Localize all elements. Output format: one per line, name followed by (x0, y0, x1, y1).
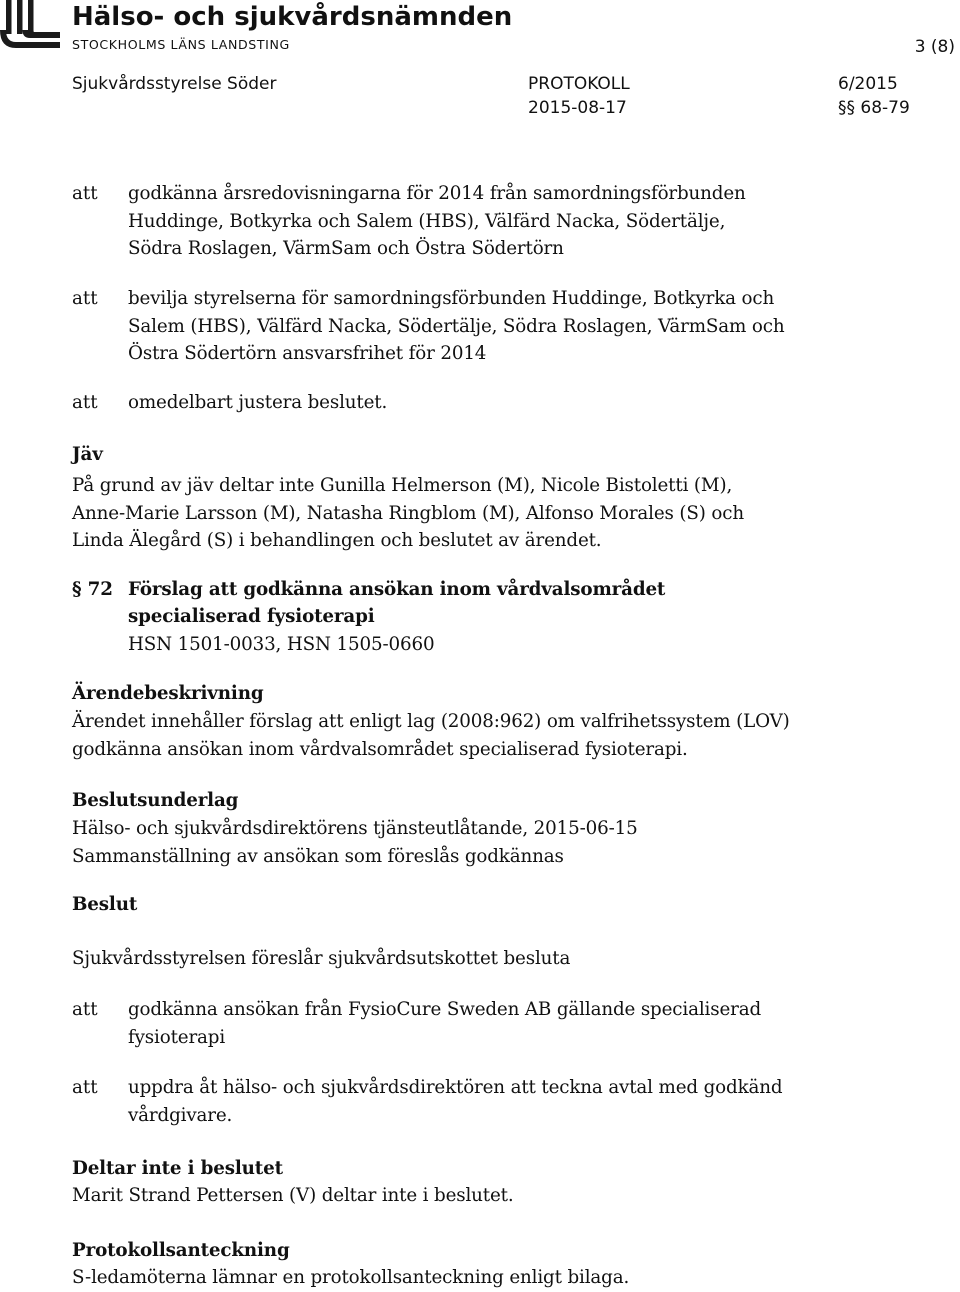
jav-line: Linda Älegård (S) i behandlingen och beslutet av ärendet. (72, 530, 602, 551)
arendebeskrivning-heading: Ärendebeskrivning (72, 683, 264, 704)
jav-line: På grund av jäv deltar inte Gunilla Helmerson (M), Nicole Bistoletti (M), (72, 475, 733, 496)
page-number: 3 (8) (914, 37, 955, 57)
protokollsanteckning-heading: Protokollsanteckning (72, 1240, 290, 1261)
decision-line: fysioterapi (128, 1026, 226, 1048)
att-label: att (72, 392, 98, 413)
organization-name: Hälso- och sjukvårdsnämnden (72, 2, 513, 32)
jav-line: Anne-Marie Larsson (M), Natasha Ringblom (M), Alfonso Morales (S) och (72, 502, 745, 524)
text-line: Sammanställning av ansökan som föreslås godkännas (72, 845, 564, 867)
decision-line: uppdra åt hälso- och sjukvårdsdirektören att teckna avtal med godkänd (128, 1077, 783, 1098)
decision-line: Södra Roslagen, VärmSam och Östra Södertörn (128, 238, 564, 259)
decision-line: bevilja styrelserna för samordningsförbunden Huddinge, Botkyrka och (128, 288, 775, 309)
decision-line: godkänna årsredovisningarna för 2014 från samordningsförbunden (128, 183, 746, 204)
decision-item (128, 285, 784, 368)
beslutsunderlag-heading: Beslutsunderlag (72, 790, 239, 811)
jav-text (72, 472, 744, 555)
decision-item (128, 1074, 782, 1129)
decision-line: Huddinge, Botkyrka och Salem (HBS), Välfärd Nacka, Södertälje, (128, 210, 726, 232)
jav-heading: Jäv (72, 444, 103, 465)
section-title-line: Förslag att godkänna ansökan inom vårdvalsområdet (128, 579, 666, 600)
document-type: PROTOKOLL (528, 74, 630, 94)
decision-line: godkänna ansökan från FysioCure Sweden AB gällande specialiserad (128, 999, 762, 1020)
case-reference: HSN 1501-0033, HSN 1505-0660 (128, 634, 435, 655)
deltar-inte-heading: Deltar inte i beslutet (72, 1158, 283, 1179)
meeting-date: 2015-08-17 (528, 98, 627, 118)
beslut-intro: Sjukvårdsstyrelsen föreslår sjukvårdsutskottet besluta (72, 948, 571, 969)
decision-line: Östra Södertörn ansvarsfrihet för 2014 (128, 343, 487, 364)
att-label: att (72, 288, 98, 309)
deltar-inte-text: Marit Strand Pettersen (V) deltar inte i beslutet. (72, 1185, 514, 1206)
arendebeskrivning-text (72, 708, 790, 763)
section-title-line: specialiserad fysioterapi (128, 606, 375, 627)
protokollsanteckning-text: S-ledamöterna lämnar en protokollsanteckning enligt bilaga. (72, 1267, 630, 1288)
committee-name: Sjukvårdsstyrelse Söder (72, 74, 277, 94)
section-paragraph: § 72 (72, 579, 113, 600)
beslut-heading: Beslut (72, 894, 138, 915)
decision-item (128, 996, 761, 1051)
text-line: godkänna ansökan inom vårdvalsområdet specialiserad fysioterapi. (72, 738, 688, 760)
decision-line: omedelbart justera beslutet. (128, 392, 388, 413)
sll-logo (0, 0, 60, 52)
paragraph-range: §§ 68-79 (838, 98, 910, 118)
beslutsunderlag-text (72, 815, 638, 870)
decision-line: Salem (HBS), Välfärd Nacka, Södertälje, Södra Roslagen, VärmSam och (128, 315, 785, 337)
decision-item (128, 389, 387, 417)
protocol-number: 6/2015 (838, 74, 898, 94)
text-line: Hälso- och sjukvårdsdirektörens tjänsteutlåtande, 2015-06-15 (72, 818, 638, 839)
decision-item (128, 180, 746, 263)
text-line: Ärendet innehåller förslag att enligt lag (2008:962) om valfrihetssystem (LOV) (72, 711, 790, 732)
att-label: att (72, 999, 98, 1020)
att-label: att (72, 1077, 98, 1098)
att-label: att (72, 183, 98, 204)
decision-line: vårdgivare. (128, 1104, 233, 1126)
organization-subtitle: STOCKHOLMS LÄNS LANDSTING (72, 37, 290, 52)
